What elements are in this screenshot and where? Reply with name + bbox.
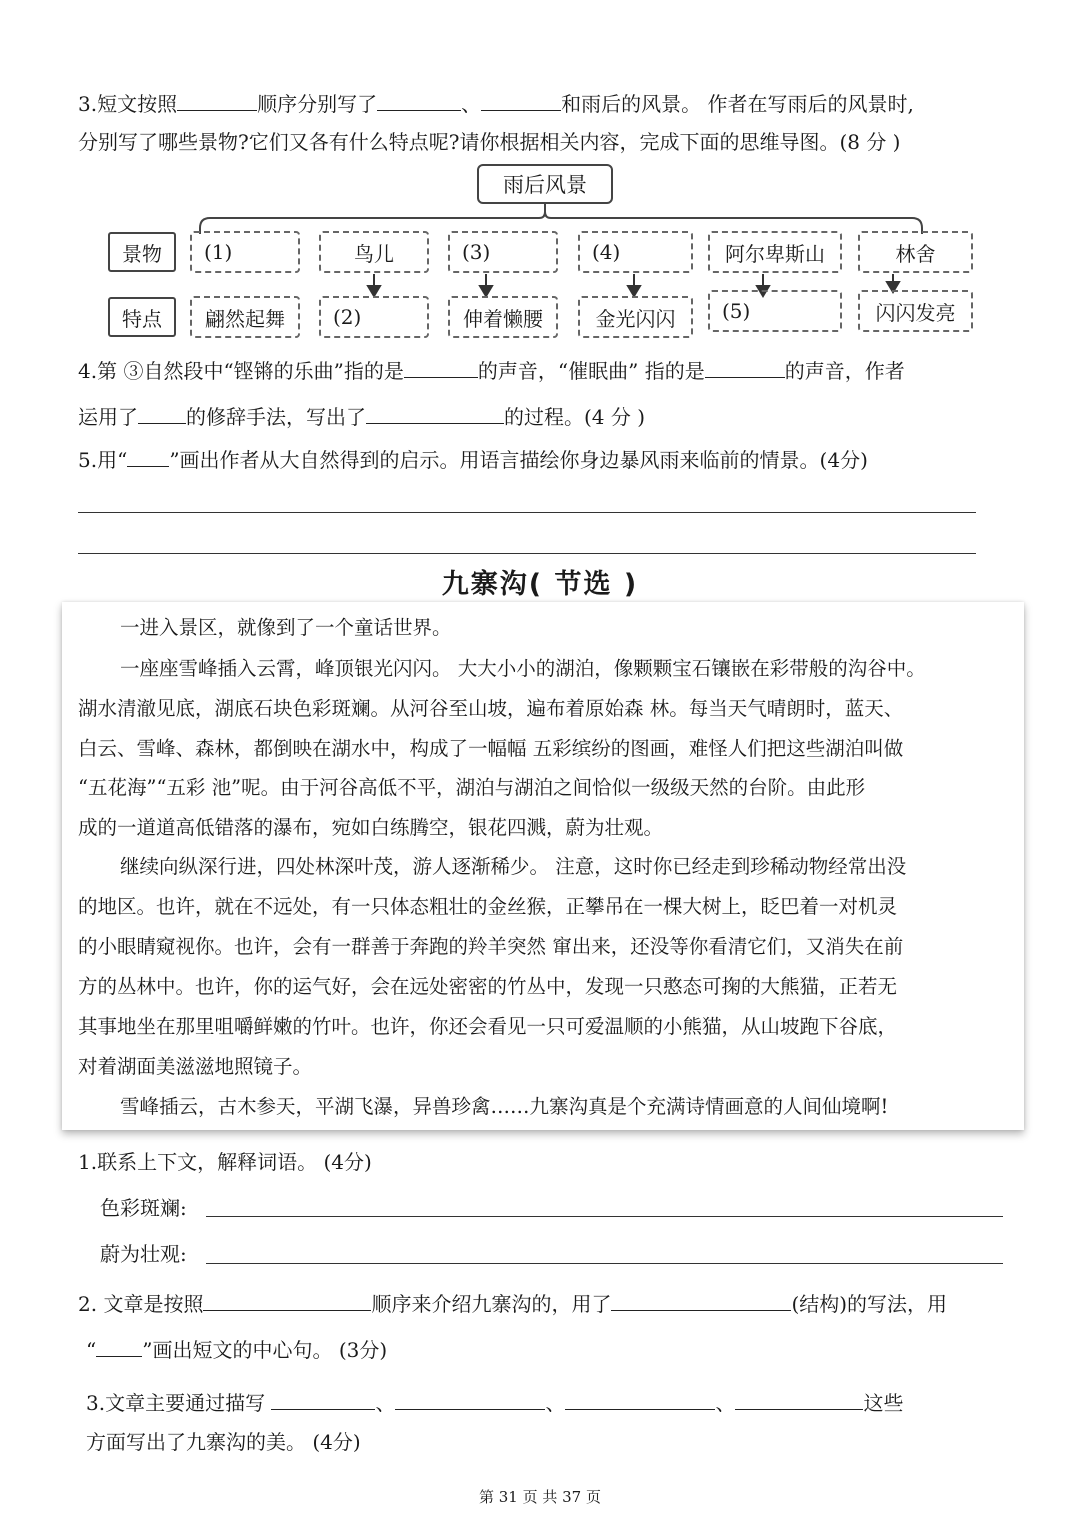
- passage-line: 湖水清澈见底，湖底石块色彩斑斓。从河谷至山坡，遍布着原始森 林。每当天气晴朗时，蓝天、: [78, 697, 904, 720]
- q3-text: 顺序分别写了: [257, 92, 378, 116]
- scenery-cottage: 林舍: [858, 231, 973, 273]
- answer-blank[interactable]: [395, 1387, 545, 1410]
- pq3-text: 这些: [863, 1391, 904, 1415]
- page-number: 第 31 页 共 37 页: [478, 1488, 601, 1506]
- pq2-line1: [78, 1288, 947, 1318]
- pq2-text: (结构)的写法，用: [791, 1292, 948, 1316]
- pq3-line1: [86, 1387, 903, 1417]
- q4-text: 的过程。(4 分 ): [504, 405, 646, 429]
- answer-blank[interactable]: [404, 355, 478, 378]
- pq1-line: 1.联系上下文，解释词语。 (4分): [78, 1150, 372, 1174]
- scenery-blank-1[interactable]: (1): [190, 231, 300, 273]
- passage-line: “五花海”“五彩 池”呢。由于河谷高低不平，湖泊与湖泊之间恰似一级级天然的台阶。由此形: [78, 776, 866, 799]
- q4-text: 4.第 ③自然段中“铿锵的乐曲”指的是: [78, 359, 404, 383]
- q5-line: [78, 444, 868, 474]
- feature-blank-2[interactable]: (2): [319, 296, 429, 338]
- pq1-term1: 色彩斑斓:: [100, 1196, 187, 1220]
- mindmap-label-features: 特点: [108, 297, 176, 337]
- pq3-sep: 、: [375, 1391, 396, 1415]
- scenery-blank-4[interactable]: (4): [578, 231, 693, 273]
- answer-blank[interactable]: [366, 401, 504, 424]
- feature-shining: 闪闪发亮: [858, 290, 973, 332]
- q4-line1: [78, 355, 905, 385]
- scenery-birds: 鸟儿: [319, 231, 429, 273]
- passage-line: 一座座雪峰插入云霄，峰顶银光闪闪。 大大小小的湖泊，像颗颗宝石镶嵌在彩带般的沟谷中。: [120, 657, 926, 680]
- pq2-text: ”画出短文的中心句。 (3分): [142, 1338, 388, 1362]
- answer-blank[interactable]: [565, 1387, 715, 1410]
- passage-line: 方的丛林中。也许，你的运气好，会在远处密密的竹丛中，发现一只憨态可掬的大熊猫，正若无: [78, 975, 898, 998]
- feature-stretching: 伸着懒腰: [448, 296, 558, 338]
- mindmap-root: 雨后风景: [477, 164, 613, 204]
- answer-blank[interactable]: [203, 1288, 371, 1311]
- passage-title: 九寨沟( 节选 ): [441, 569, 639, 600]
- passage-line: 其事地坐在那里咀嚼鲜嫩的竹叶。也许，你还会看见一只可爱温顺的小熊猫，从山坡跑下谷底，: [78, 1015, 898, 1038]
- q3-text: 和雨后的风景。 作者在写雨后的风景时,: [561, 92, 914, 116]
- scenery-alps: 阿尔卑斯山: [708, 231, 842, 273]
- answer-blank[interactable]: [611, 1288, 791, 1311]
- q5-text: 5.用“: [78, 448, 128, 472]
- answer-blank[interactable]: [705, 355, 785, 378]
- pq2-text: 顺序来介绍九寨沟的，用了: [371, 1292, 612, 1316]
- mindmap-label-scenery: 景物: [108, 232, 176, 272]
- passage-line: 雪峰插云，古木参天，平湖飞瀑，异兽珍禽……九寨沟真是个充满诗情画意的人间仙境啊!: [120, 1095, 889, 1118]
- q3-text: 、: [461, 92, 482, 116]
- pq2-text: 2. 文章是按照: [78, 1292, 204, 1316]
- q4-line2: [78, 401, 645, 431]
- passage-line: 成的一道道高低错落的瀑布，宛如白练腾空，银花四溅，蔚为壮观。: [78, 816, 664, 839]
- q4-text: 运用了: [78, 405, 138, 429]
- passage-line: 继续向纵深行进，四处林深叶茂，游人逐渐稀少。 注意，这时你已经走到珍稀动物经常出没: [120, 855, 907, 878]
- q4-text: 的声音，“催眠曲” 指的是: [477, 359, 705, 383]
- answer-line[interactable]: [78, 512, 976, 513]
- passage-line: 的小眼睛窥视你。也许，会有一群善于奔跑的羚羊突然 窜出来，还没等你看清它们，又消失在前: [78, 935, 904, 958]
- answer-line[interactable]: [78, 553, 976, 554]
- passage-line: 一进入景区，就像到了一个童话世界。: [120, 616, 452, 639]
- feature-golden: 金光闪闪: [578, 296, 693, 338]
- pq1-term2: 蔚为壮观:: [100, 1242, 187, 1266]
- q3-text: 3.短文按照: [78, 92, 178, 116]
- feature-blank-5[interactable]: (5): [708, 290, 842, 332]
- q5-text: ”画出作者从大自然得到的启示。用语言描绘你身边暴风雨来临前的情景。(4分): [169, 448, 868, 472]
- pq3-text: 3.文章主要通过描写: [86, 1391, 266, 1415]
- underline-sample: [127, 444, 169, 467]
- answer-blank[interactable]: [271, 1387, 375, 1410]
- feature-dancing: 翩然起舞: [190, 296, 300, 338]
- pq2-text: “: [86, 1338, 97, 1362]
- underline-sample: [96, 1334, 142, 1357]
- answer-blank[interactable]: [735, 1387, 863, 1410]
- answer-line[interactable]: [206, 1216, 1003, 1217]
- passage-line: 白云、雪峰、森林，都倒映在湖水中，构成了一幅幅 五彩缤纷的图画，难怪人们把这些湖泊叫做: [78, 737, 904, 760]
- pq3-line2: 方面写出了九寨沟的美。 (4分): [86, 1430, 361, 1454]
- pq3-sep: 、: [545, 1391, 566, 1415]
- answer-line[interactable]: [206, 1263, 1003, 1264]
- passage-line: 的地区。也许，就在不远处，有一只体态粗壮的金丝猴，正攀吊在一棵大树上，眨巴着一对机灵: [78, 895, 898, 918]
- answer-blank[interactable]: [138, 401, 186, 424]
- q4-text: 的修辞手法，写出了: [186, 405, 366, 429]
- q4-text: 的声音，作者: [784, 359, 905, 383]
- scenery-blank-3[interactable]: (3): [448, 231, 558, 273]
- passage-line: 对着湖面美滋滋地照镜子。: [78, 1055, 313, 1078]
- pq2-line2: [86, 1334, 387, 1364]
- q3-line2: 分别写了哪些景物?它们又各有什么特点呢?请你根据相关内容，完成下面的思维导图。(8 分 ): [78, 130, 901, 154]
- pq3-sep: 、: [715, 1391, 736, 1415]
